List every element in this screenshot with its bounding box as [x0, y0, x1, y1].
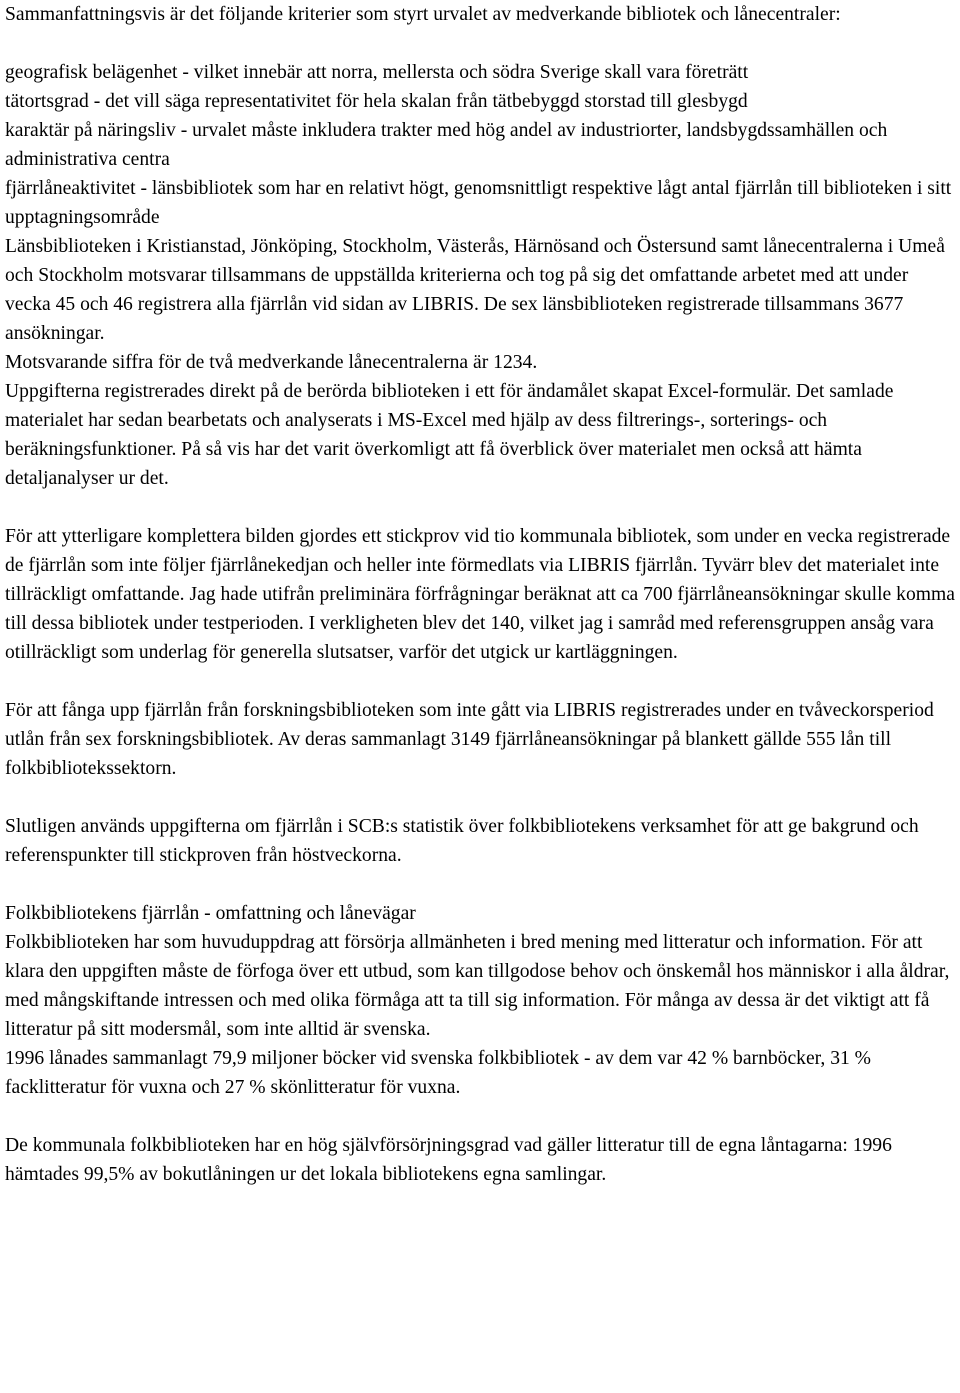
intro-paragraph: Sammanfattningsvis är det följande kriterier som styrt urvalet av medverkande bibliotek och lånecentraler: [5, 4, 841, 25]
paragraph-gap [5, 1102, 957, 1131]
criterion-industry: karaktär på näringsliv - urvalet måste inkludera trakter med hög andel av industriorter, landsbygdssamhällen och administrativa centra [5, 120, 888, 170]
criterion-urbanization: tätortsgrad - det vill säga representativitet för hela skalan från tätbebyggd storstad till glesbygd [5, 91, 748, 112]
section-heading: Folkbibliotekens fjärrlån - omfattning och lånevägar [5, 903, 416, 924]
research-libraries-paragraph: För att fånga upp fjärrlån från forskningsbiblioteken som inte gått via LIBRIS registrerades under en tvåveckorsperiod utlån från sex forskningsbibliotek. Av deras sammanlagt 3149 fjärrlåneansökningar på blankett gällde 555 lån till folkbibliotekssektorn. [5, 700, 934, 779]
mission-paragraph: Folkbiblioteken har som huvuduppdrag att försörja allmänheten i bred mening med litteratur och information. För att klara den uppgiften måste de förfoga över ett utbud, som kan tillgodose behov och önskemål hos människor i alla åldrar, med mångskiftande intressen och med olika förmåga att ta till sig information. För många av dessa är det viktigt att få litteratur på sitt modersmål, som inte alltid är svenska. [5, 932, 950, 1040]
paragraph-gap [5, 783, 957, 812]
self-sufficiency-paragraph: De kommunala folkbiblioteken har en hög självförsörjningsgrad vad gäller litteratur till de egna låntagarna: 1996 hämtades 99,5% av bokutlåningen ur det lokala bibliotekens egna samlingar. [5, 1135, 892, 1185]
paragraph-gap [5, 870, 957, 899]
lanecentraler-paragraph: Motsvarande siffra för de två medverkande lånecentralerna är 1234. [5, 352, 538, 373]
libraries-paragraph: Länsbiblioteken i Kristianstad, Jönköping, Stockholm, Västerås, Härnösand och Östersund samt lånecentralerna i Umeå och Stockholm motsvarar tillsammans de uppställda kriterierna och tog på sig det omfattande arbetet med att under vecka 45 och 46 registrera alla fjärrlån vid sidan av LIBRIS. De sex länsbiblioteken registrerade tillsammans 3677 ansökningar. [5, 236, 945, 344]
stickprov-paragraph: För att ytterligare komplettera bilden gjordes ett stickprov vid tio kommunala bibliotek, som under en vecka registrerade de fjärrlån som inte följer fjärrlånekedjan och heller inte förmedlats via LIBRIS fjärrlån. Tyvärr blev det materialet inte tillräckligt omfattande. Jag hade utifrån preliminära förfrågningar beräknat att ca 700 fjärrlåneansökningar skulle komma till dessa bibliotek under testperioden. I verkligheten blev det 140, vilket jag i samråd med referensgruppen ansåg vara otillräckligt som underlag för generella slutsatser, varför det utgick ur kartläggningen. [5, 526, 955, 663]
paragraph-gap [5, 667, 957, 696]
registration-paragraph: Uppgifterna registrerades direkt på de berörda biblioteken i ett för ändamålet skapat Excel-formulär. Det samlade materialet har sedan bearbetats och analyserats i MS-Excel med hjälp av dess filtrerings-, sorterings- och beräkningsfunktioner. På så vis har det varit överkomligt att få överblick över materialet men också att hämta detaljanalyser ur det. [5, 381, 894, 489]
paragraph-gap [5, 29, 957, 58]
loans-1996-paragraph: 1996 lånades sammanlagt 79,9 miljoner böcker vid svenska folkbibliotek - av dem var 42 % barnböcker, 31 % facklitteratur för vuxna och 27 % skönlitteratur för vuxna. [5, 1048, 872, 1098]
paragraph-gap [5, 493, 957, 522]
scb-paragraph: Slutligen används uppgifterna om fjärrlån i SCB:s statistik över folkbibliotekens verksamhet för att ge bakgrund och referenspunkter till stickproven från höstveckorna. [5, 816, 919, 866]
document-page [5, 0, 957, 1189]
criterion-loan-activity: fjärrlåneaktivitet - länsbibliotek som har en relativt högt, genomsnittligt respektive lågt antal fjärrlån till biblioteken i sitt upptagningsområde [5, 178, 952, 228]
criterion-geography: geografisk belägenhet - vilket innebär att norra, mellersta och södra Sverige skall vara företrätt [5, 62, 749, 83]
